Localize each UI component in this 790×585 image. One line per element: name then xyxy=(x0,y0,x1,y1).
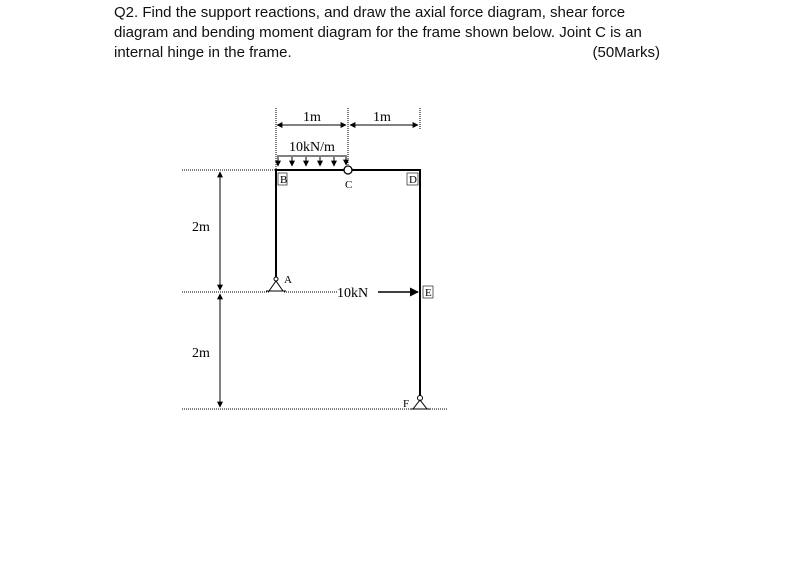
joint-c-label: C xyxy=(345,179,353,191)
joint-a-label: A xyxy=(284,274,292,286)
joint-f-label: F xyxy=(403,398,410,410)
joint-b-label: B xyxy=(280,174,288,186)
dim-left-upper-label: 2m xyxy=(192,220,210,235)
distributed-load xyxy=(277,140,347,166)
dim-left-lower-label: 2m xyxy=(192,346,210,361)
question-line-3-text: internal hinge in the frame. xyxy=(114,44,292,61)
support-a xyxy=(266,277,286,291)
dim-top-left-label: 1m xyxy=(303,110,321,125)
frame-members xyxy=(276,166,420,396)
udl-label: 10kN/m xyxy=(289,140,335,155)
question-line-2: diagram and bending moment diagram for the frame shown below. Joint C is an xyxy=(114,24,642,41)
question-line-1: Q2. Find the support reactions, and draw the axial force diagram, shear force xyxy=(114,4,626,21)
reference-lines xyxy=(182,170,447,409)
top-dimension xyxy=(276,108,420,170)
joint-e-label: E xyxy=(425,287,432,299)
joint-d-label: D xyxy=(409,174,417,186)
left-dimensions xyxy=(192,172,220,407)
support-f xyxy=(410,396,430,410)
marks-label: (50Marks) xyxy=(592,44,660,61)
point-load xyxy=(284,286,418,301)
dim-top-right-label: 1m xyxy=(373,110,391,125)
hinge-c xyxy=(344,166,352,174)
point-load-label: 10kN xyxy=(337,286,369,301)
